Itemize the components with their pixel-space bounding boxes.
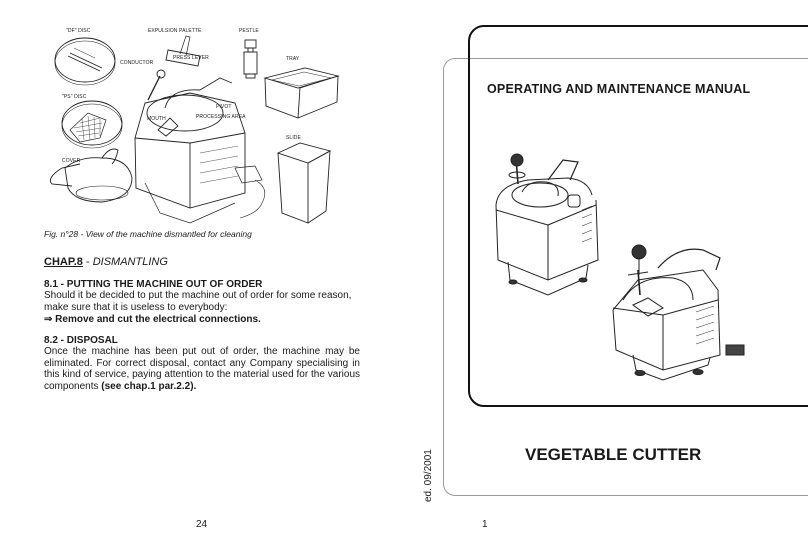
section-8-1-line-1: Should it be decided to put the machine out of order for some reason, — [44, 290, 352, 301]
left-page-number: 24 — [196, 519, 208, 530]
tray-drawing — [265, 68, 338, 118]
machine-back-drawing — [496, 154, 598, 295]
arrow-icon: ⇒ — [44, 314, 53, 325]
label-expulsion-palette: EXPULSION PALETTE — [148, 28, 202, 34]
section-8-1-action — [44, 314, 261, 326]
section-8-2-paragraph — [44, 346, 360, 392]
label-mouth: MOUTH — [147, 116, 166, 122]
pestle-drawing — [244, 40, 257, 78]
cover-drawing — [50, 149, 132, 202]
slide-drawing — [278, 143, 330, 223]
label-slide: SLIDE — [286, 135, 301, 141]
label-ps-disc: "PS" DISC — [62, 94, 87, 100]
label-press-lever: PRESS LEVER — [173, 55, 209, 61]
label-pivot: PIVOT — [216, 104, 232, 110]
section-8-1-title: 8.1 - PUTTING THE MACHINE OUT OF ORDER — [44, 279, 263, 290]
chapter-number: CHAP.8 — [44, 256, 83, 268]
section-8-1-action-text: Remove and cut the electrical connections. — [55, 314, 261, 325]
manual-title: OPERATING AND MAINTENANCE MANUAL — [487, 82, 751, 96]
chapter-title: DISMANTLING — [92, 256, 168, 268]
dismantled-machine-figure — [40, 18, 370, 228]
label-processing-area: PROCESSING AREA — [196, 114, 246, 120]
chapter-separator: - — [82, 256, 93, 268]
label-df-disc: "DF" DISC — [66, 28, 91, 34]
figure-caption: Fig. n°28 - View of the machine dismantled for cleaning — [44, 229, 252, 239]
ps-disc-drawing — [62, 101, 122, 148]
chapter-heading — [44, 256, 168, 268]
section-8-2-reference: (see chap.1 par.2.2). — [101, 380, 197, 392]
edition-date: ed. 09/2001 — [423, 449, 434, 502]
product-name: VEGETABLE CUTTER — [525, 445, 702, 464]
vegetable-cutter-illustration — [488, 150, 758, 385]
label-pestle: PESTLE — [239, 28, 259, 34]
section-8-2-title: 8.2 - DISPOSAL — [44, 335, 118, 346]
machine-body-drawing — [135, 70, 265, 223]
machine-front-drawing — [613, 245, 744, 380]
label-tray: TRAY — [286, 56, 300, 62]
df-disc-drawing — [55, 38, 115, 85]
label-conductor: CONDUCTOR — [120, 60, 154, 66]
label-cover: COVER — [62, 158, 81, 164]
section-8-1-line-2: make sure that it is useless to everybody: — [44, 302, 228, 313]
section-8-2-text: Once the machine has been put out of order, the machine may be eliminated. For correct disposal, contact any Company specialising in this kind of service, paying attention to the material used for the various components — [44, 346, 360, 392]
right-page-number: 1 — [482, 519, 488, 530]
expulsion-palette-drawing — [166, 36, 200, 66]
